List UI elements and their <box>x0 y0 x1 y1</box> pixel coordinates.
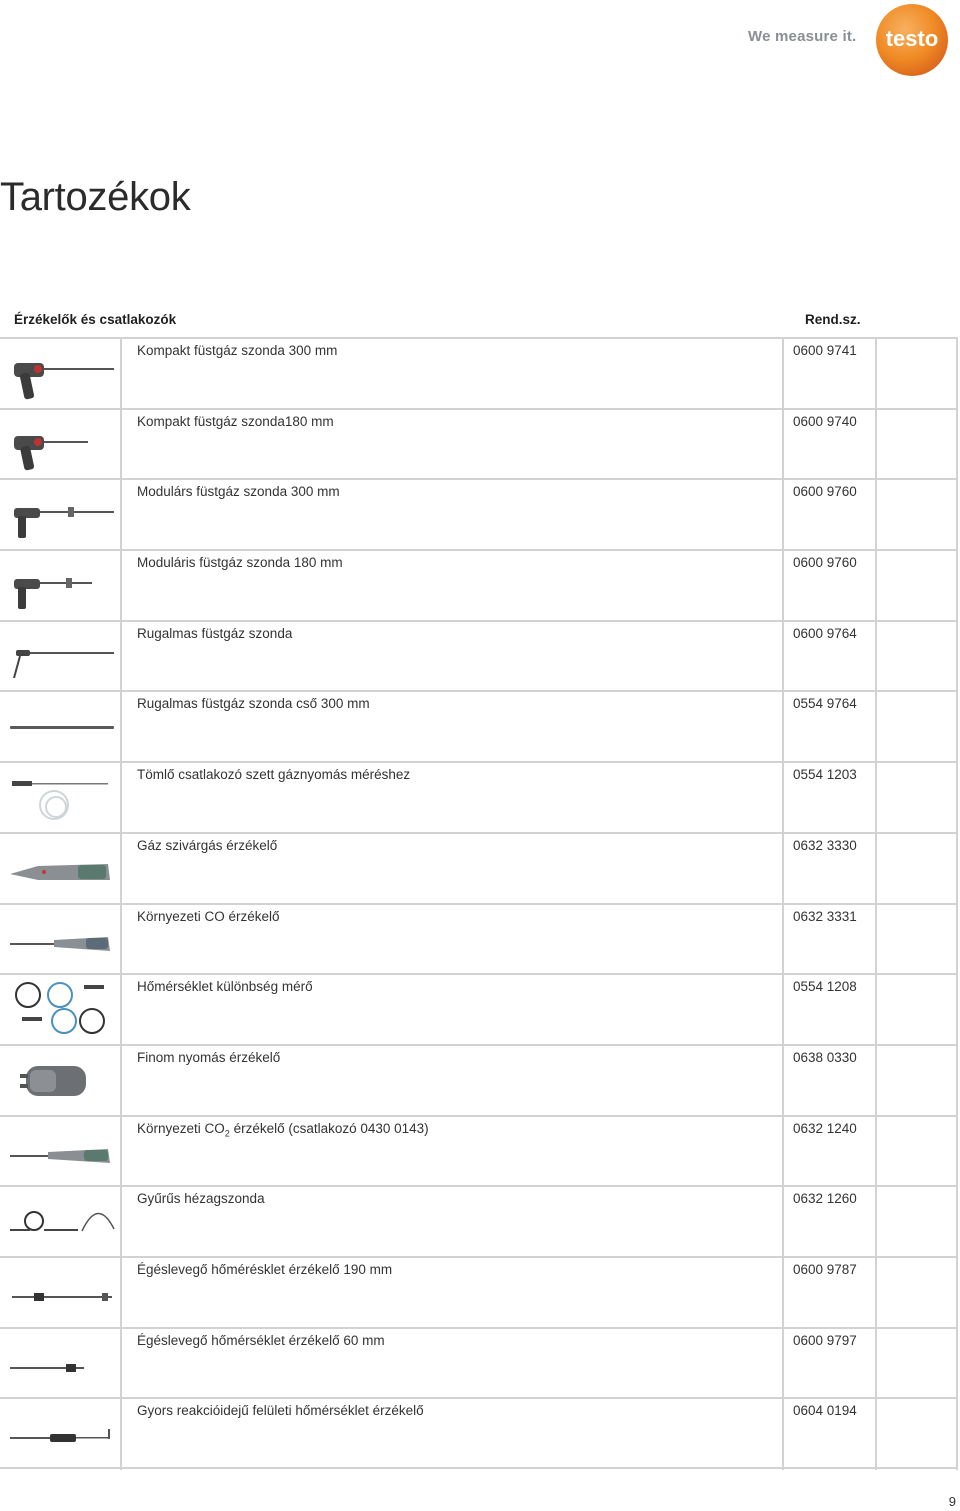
table-row <box>0 337 960 408</box>
brand-tagline: We measure it. <box>748 28 857 45</box>
row-description: Kompakt füstgáz szonda 300 mm <box>137 343 338 358</box>
table-row <box>0 1185 960 1256</box>
row-order-number: 0600 9741 <box>793 343 857 358</box>
table-row <box>0 690 960 761</box>
row-description: Gáz szivárgás érzékelő <box>137 837 278 853</box>
row-order-number: 0600 9760 <box>793 484 857 500</box>
table-row <box>0 478 960 549</box>
row-order-number: 0554 1208 <box>793 979 857 995</box>
surface-temperature-probe-icon <box>8 1403 116 1463</box>
modular-flue-probe-icon <box>8 555 116 615</box>
modular-flue-probe-icon <box>8 484 116 544</box>
temperature-difference-kit-icon <box>8 979 116 1039</box>
table-row <box>0 903 960 974</box>
row-description: Kompakt füstgáz szonda180 mm <box>137 413 334 429</box>
row-description: Gyors reakcióidejű felületi hőmérséklet érzékelő <box>137 1403 424 1419</box>
row-description: Égéslevegő hőmérséklet érzékelő 60 mm <box>137 1332 385 1348</box>
table-row <box>0 1327 960 1398</box>
row-order-number: 0554 1203 <box>793 767 857 783</box>
accessories-table <box>0 337 960 1468</box>
table-row <box>0 549 960 620</box>
row-description: Moduláris füstgáz szonda 180 mm <box>137 555 343 571</box>
fine-pressure-probe-icon <box>8 1050 116 1110</box>
row-description: Rugalmas füstgáz szonda <box>137 625 293 641</box>
order-number-header: Rend.sz. <box>805 312 861 327</box>
row-description: Finom nyomás érzékelő <box>137 1049 281 1065</box>
hose-connector-icon <box>8 767 116 827</box>
ambient-co2-probe-icon <box>8 1121 116 1181</box>
row-order-number: 0638 0330 <box>793 1049 857 1065</box>
row-description: Modulárs füstgáz szonda 300 mm <box>137 484 340 500</box>
row-description: Tömlő csatlakozó szett gáznyomás méréshez <box>137 767 411 783</box>
row-order-number: 0554 9764 <box>793 696 857 712</box>
row-order-number: 0632 1240 <box>793 1120 857 1136</box>
row-order-number: 0600 9787 <box>793 1261 857 1277</box>
table-row <box>0 1044 960 1115</box>
row-order-number: 0600 9797 <box>793 1332 857 1348</box>
gas-leak-detector-icon <box>8 838 116 898</box>
row-order-number: 0632 1260 <box>793 1191 857 1207</box>
table-row <box>0 832 960 903</box>
row-order-number: 0600 9760 <box>793 555 857 571</box>
combustion-air-probe-icon <box>8 1262 116 1322</box>
row-order-number: 0600 9740 <box>793 413 857 429</box>
row-description-subscript: 2 <box>224 1128 230 1139</box>
table-row <box>0 1115 960 1186</box>
section-title: Érzékelők és csatlakozók <box>14 312 177 327</box>
row-description: Égéslevegő hőmérésklet érzékelő 190 mm <box>137 1261 393 1277</box>
annular-gap-probe-icon <box>8 1191 116 1251</box>
compact-flue-probe-icon <box>8 414 116 474</box>
table-row <box>0 973 960 1044</box>
row-order-number: 0604 0194 <box>793 1403 857 1419</box>
row-description <box>137 1121 429 1139</box>
row-description: Környezeti CO érzékelő <box>137 908 280 924</box>
logo-text: testo <box>885 26 939 51</box>
row-description: Hőmérséklet különbség mérő <box>137 979 313 995</box>
table-row <box>0 1256 960 1327</box>
table-row <box>0 1397 960 1468</box>
row-order-number: 0632 3330 <box>793 837 857 853</box>
page-title: Tartozékok <box>0 174 191 219</box>
probe-tube-icon <box>8 696 116 756</box>
row-order-number: 0632 3331 <box>793 908 857 924</box>
flexible-flue-probe-icon <box>8 626 116 686</box>
testo-logo <box>874 2 950 78</box>
row-description-text: Környezeti CO <box>137 1120 225 1136</box>
ambient-co-probe-icon <box>8 909 116 969</box>
table-row <box>0 620 960 691</box>
compact-flue-probe-icon <box>8 343 116 403</box>
row-description-text: érzékelő (csatlakozó 0430 0143) <box>229 1120 429 1136</box>
page-number: 9 <box>948 1494 956 1509</box>
page-header <box>0 0 960 80</box>
row-description: Gyűrűs hézagszonda <box>137 1191 265 1207</box>
combustion-air-probe-short-icon <box>8 1333 116 1393</box>
table-row <box>0 761 960 832</box>
row-order-number: 0600 9764 <box>793 625 857 641</box>
table-row <box>0 408 960 479</box>
row-description: Rugalmas füstgáz szonda cső 300 mm <box>137 696 370 712</box>
